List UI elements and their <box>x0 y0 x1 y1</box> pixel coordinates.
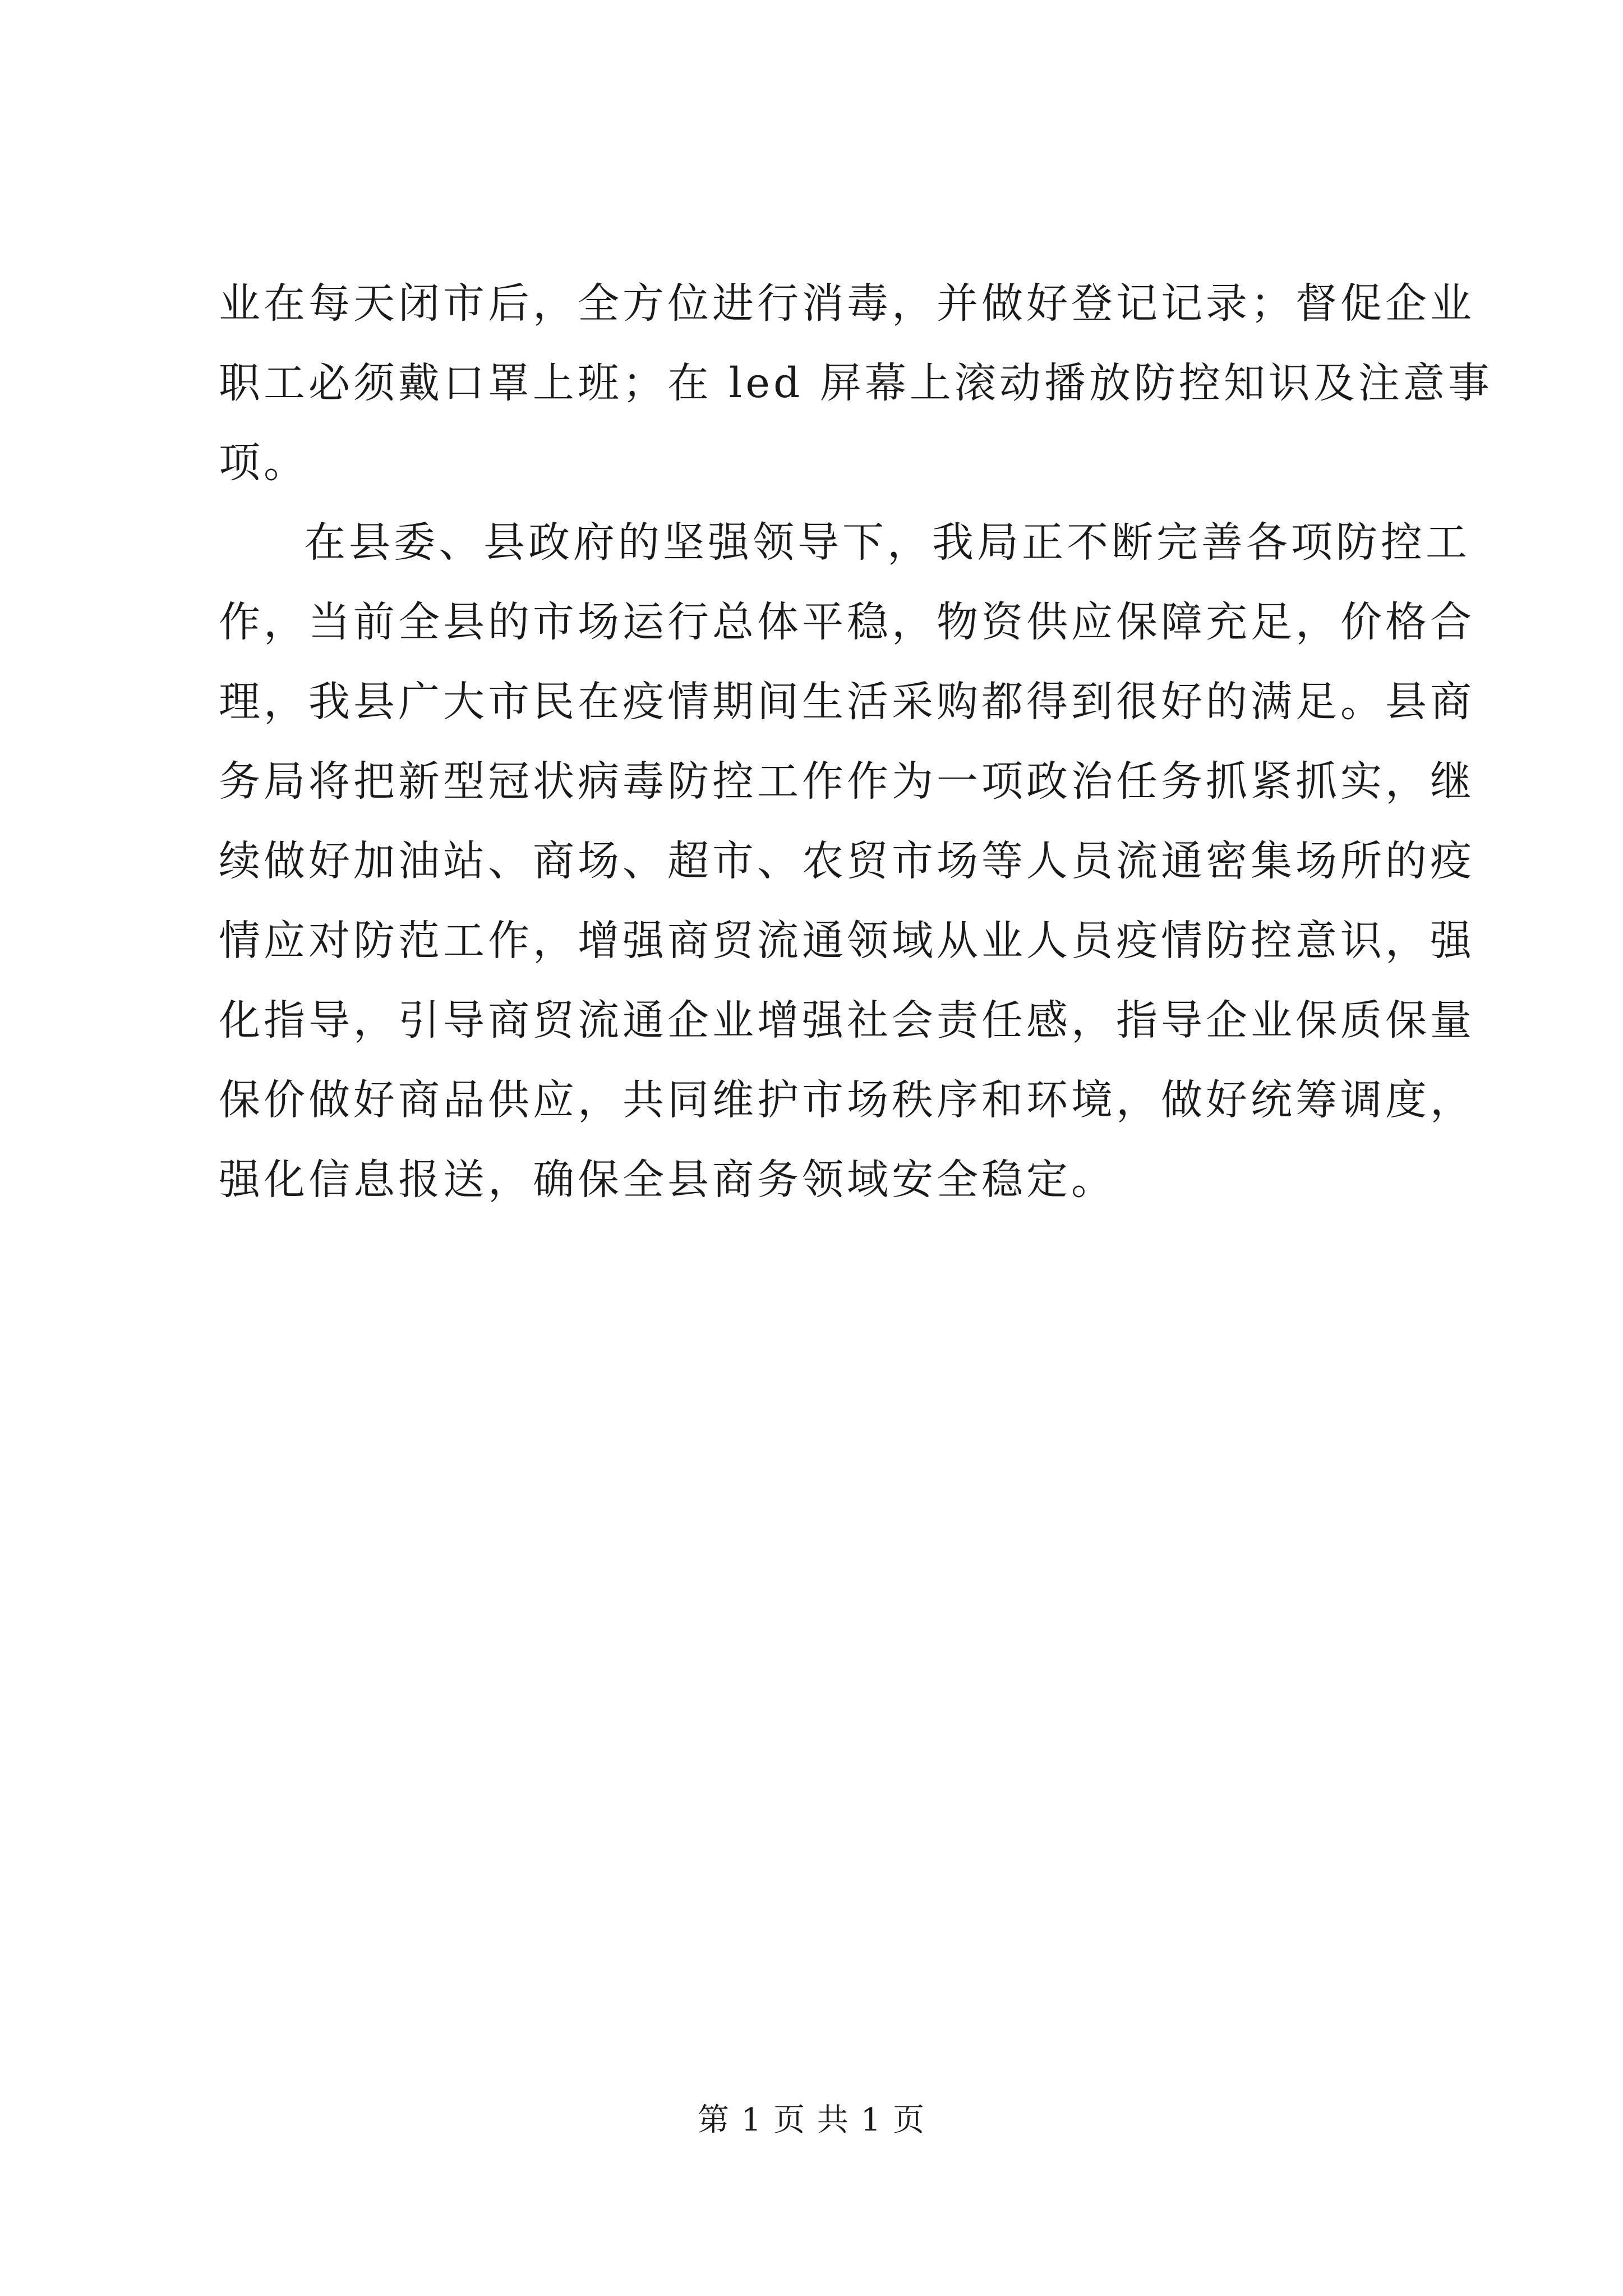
page-number-footer: 第 1 页 共 1 页 <box>697 2102 926 2138</box>
paragraph-1 <box>219 264 1493 503</box>
paragraph-line: 情应对防范工作，增强商贸流通领域从业人员疫情防控意识，强 <box>219 917 1475 965</box>
paragraph-line: 化指导，引导商贸流通企业增强社会责任感，指导企业保质保量 <box>219 996 1475 1045</box>
paragraph-line: 在县委、县政府的坚强领导下，我局正不断完善各项防控工 <box>304 518 1470 567</box>
paragraph-line: 业在每天闭市后，全方位进行消毒，并做好登记记录；督促企业 <box>219 279 1475 328</box>
paragraph-line: 务局将把新型冠状病毒防控工作作为一项政治任务抓紧抓实，继 <box>219 757 1475 806</box>
paragraph-line: 强化信息报送，确保全县商务领域安全稳定。 <box>219 1156 1116 1204</box>
paragraph-line: 保价做好商品供应，共同维护市场秩序和环境，做好统筹调度， <box>219 1076 1475 1124</box>
paragraph-line: 续做好加油站、商场、超市、农贸市场等人员流通密集场所的疫 <box>219 837 1475 885</box>
paragraph-line: 作，当前全县的市场运行总体平稳，物资供应保障充足，价格合 <box>219 598 1475 646</box>
document-body <box>219 264 1493 1220</box>
paragraph-line: 项。 <box>219 439 308 487</box>
paragraph-2 <box>219 503 1475 1220</box>
paragraph-line: 职工必须戴口罩上班；在 led 屏幕上滚动播放防控知识及注意事 <box>219 359 1493 407</box>
paragraph-line: 理，我县广大市民在疫情期间生活采购都得到很好的满足。县商 <box>219 678 1475 726</box>
